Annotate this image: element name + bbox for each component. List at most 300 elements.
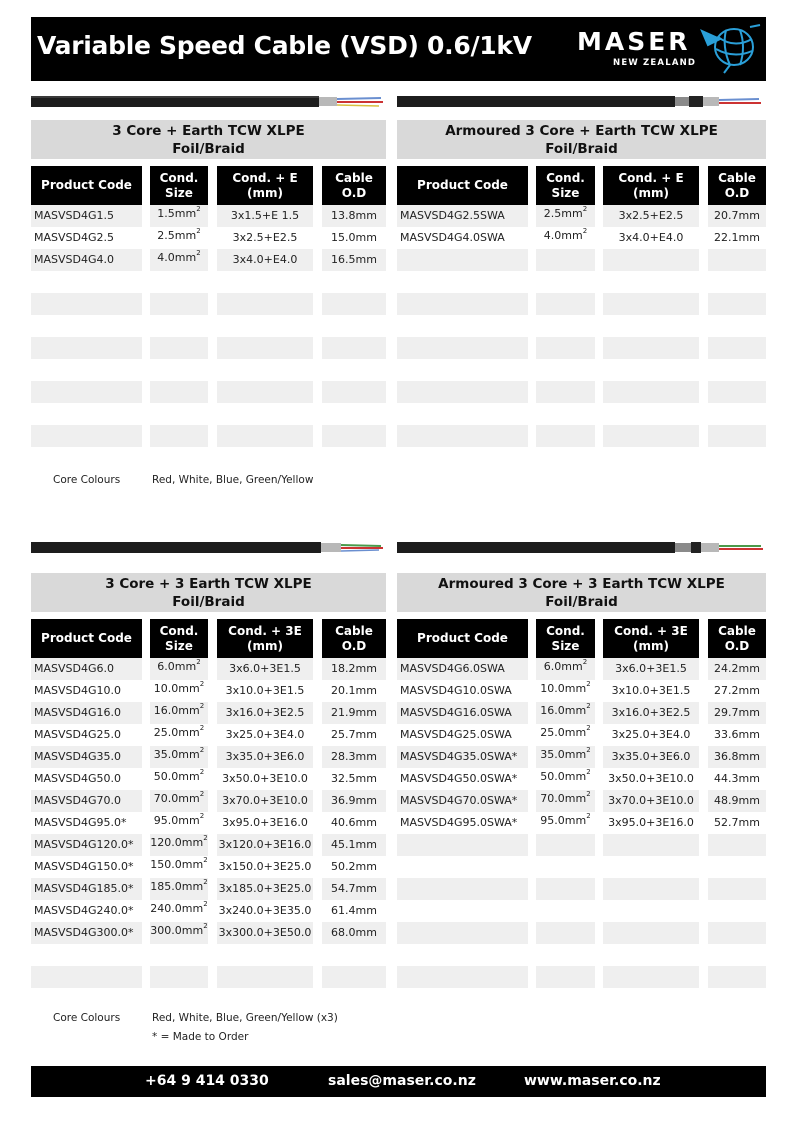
size-unit: mm	[178, 726, 200, 739]
size-unit: mm	[564, 726, 587, 739]
column-header: Cond. + 3E (mm)	[217, 619, 313, 658]
empty-table-cell	[536, 359, 595, 381]
cond-size-value: 25.0	[540, 726, 565, 739]
empty-table-cell	[217, 966, 313, 988]
table-cell	[150, 878, 208, 900]
empty-table-cell	[536, 315, 595, 337]
cond-size-value: 2.5	[543, 207, 562, 220]
table-cell: MASVSD4G1.5	[31, 205, 142, 227]
empty-table-cell	[322, 359, 386, 381]
column-header: Product Code	[397, 619, 528, 658]
table-cell: MASVSD4G16.0	[31, 702, 142, 724]
column-header: Cond. + E (mm)	[217, 166, 313, 205]
table-cell: MASVSD4G120.0*	[31, 834, 142, 856]
empty-table-cell	[536, 834, 595, 856]
empty-table-cell	[150, 293, 208, 315]
empty-table-cell	[31, 315, 142, 337]
empty-table-cell	[536, 337, 595, 359]
logo-subtext: NEW ZEALAND	[613, 58, 697, 68]
table-cell: 3x25.0+3E4.0	[225, 728, 305, 741]
table-cell: 3x6.0+3E1.5	[217, 658, 313, 680]
column-header: Product Code	[397, 166, 528, 205]
table-cell	[536, 702, 595, 724]
empty-table-cell	[322, 403, 386, 425]
core-colours-value-2: Red, White, Blue, Green/Yellow (x3)	[152, 1012, 338, 1024]
size-superscript: 2	[586, 812, 591, 820]
size-unit: mm	[564, 704, 587, 717]
section-title	[31, 573, 386, 612]
empty-table-cell	[150, 966, 208, 988]
empty-table-cell	[708, 293, 766, 315]
cond-size-value: 150.0	[150, 858, 182, 871]
section-title-line-2: Foil/Braid	[172, 141, 245, 157]
footer-phone[interactable]: +64 9 414 0330	[145, 1073, 269, 1089]
table-cell: 3x95.0+3E16.0	[222, 816, 308, 829]
section-title-line-1: 3 Core + Earth TCW XLPE	[112, 123, 305, 139]
column-header: Product Code	[31, 619, 142, 658]
size-unit: mm	[181, 924, 204, 937]
column-header: Cable O.D	[708, 166, 766, 205]
cond-size-value: 16.0	[153, 704, 179, 717]
empty-table-cell	[708, 359, 766, 381]
empty-table-cell	[397, 359, 528, 381]
table-cell: MASVSD4G300.0*	[31, 922, 142, 944]
table-cell	[150, 856, 208, 878]
table-cell: 36.8mm	[708, 746, 766, 768]
table-cell: 3x120.0+3E16.0	[217, 834, 313, 856]
empty-table-cell	[536, 966, 595, 988]
empty-table-cell	[31, 337, 142, 359]
cond-size-value: 95.0	[153, 814, 179, 827]
table-cell: 3x4.0+E4.0	[618, 231, 684, 244]
empty-table-cell	[603, 337, 699, 359]
table-cell: 3x300.0+3E50.0	[217, 922, 313, 944]
table-cell	[536, 227, 595, 249]
table-cell: 25.7mm	[331, 728, 377, 741]
size-unit: mm	[181, 836, 204, 849]
empty-table-cell	[31, 966, 142, 988]
table-cell: 3x240.0+3E35.0	[218, 904, 312, 917]
size-superscript: 2	[586, 746, 591, 754]
size-unit: mm	[178, 792, 200, 805]
table-cell: 16.5mm	[322, 249, 386, 271]
table-cell	[150, 834, 208, 856]
size-unit: mm	[181, 880, 204, 893]
empty-table-cell	[217, 944, 313, 966]
cond-size-value: 10.0	[153, 682, 179, 695]
table-cell: MASVSD4G6.0SWA	[397, 658, 528, 680]
table-cell: 18.2mm	[322, 658, 386, 680]
size-unit: mm	[564, 748, 587, 761]
section-title	[397, 120, 766, 159]
empty-table-cell	[603, 271, 699, 293]
size-superscript: 2	[199, 702, 205, 710]
empty-table-cell	[150, 315, 208, 337]
cable-image-left-2	[31, 541, 386, 555]
table-cell: 15.0mm	[331, 231, 377, 244]
empty-table-cell	[322, 381, 386, 403]
empty-table-cell	[603, 381, 699, 403]
table-cell: 20.7mm	[708, 205, 766, 227]
cable-image-right-2	[397, 541, 766, 555]
empty-table-cell	[150, 359, 208, 381]
table-cell: 3x6.0+3E1.5	[603, 658, 699, 680]
table-cell: 3x4.0+E4.0	[217, 249, 313, 271]
column-header: Cable O.D	[322, 619, 386, 658]
page-title: Variable Speed Cable (VSD) 0.6/1kV	[37, 31, 532, 60]
size-superscript: 2	[199, 724, 205, 732]
table-cell: 3x2.5+E2.5	[603, 205, 699, 227]
size-superscript: 2	[199, 746, 205, 754]
cond-size-value: 16.0	[540, 704, 565, 717]
empty-table-cell	[322, 271, 386, 293]
logo-wordmark: MASER	[577, 27, 691, 56]
empty-table-cell	[536, 381, 595, 403]
table-cell: 3x50.0+3E10.0	[222, 772, 308, 785]
size-unit: mm	[174, 229, 197, 242]
cond-size-value: 70.0	[540, 792, 565, 805]
cond-size-value: 50.0	[540, 770, 565, 783]
empty-table-cell	[603, 293, 699, 315]
size-superscript: 2	[586, 702, 591, 710]
footer-website[interactable]: www.maser.co.nz	[524, 1073, 661, 1089]
empty-table-cell	[397, 271, 528, 293]
table-cell	[150, 768, 208, 790]
empty-table-cell	[603, 315, 699, 337]
table-cell	[150, 790, 208, 812]
size-unit: mm	[174, 207, 197, 220]
empty-table-cell	[536, 425, 595, 447]
empty-table-cell	[217, 271, 313, 293]
table-cell	[536, 724, 595, 746]
empty-table-cell	[397, 834, 528, 856]
empty-table-cell	[536, 922, 595, 944]
cond-size-value: 4.0	[157, 251, 175, 264]
empty-table-cell	[31, 944, 142, 966]
cond-size-value: 95.0	[540, 814, 565, 827]
table-cell: MASVSD4G240.0*	[34, 904, 134, 917]
table-cell	[150, 205, 208, 227]
section-title-line-1: Armoured 3 Core + Earth TCW XLPE	[445, 123, 718, 139]
cond-size-value: 35.0	[540, 748, 565, 761]
table-cell: MASVSD4G50.0SWA*	[400, 772, 518, 785]
cond-size-value: 4.0	[543, 229, 562, 242]
table-cell: 3x95.0+3E16.0	[608, 816, 694, 829]
column-header: Product Code	[31, 166, 142, 205]
empty-table-cell	[708, 856, 766, 878]
table-cell: MASVSD4G70.0SWA*	[397, 790, 528, 812]
empty-table-cell	[150, 381, 208, 403]
table-cell: MASVSD4G70.0	[31, 790, 142, 812]
table-cell	[150, 658, 208, 680]
table-cell: 3x25.0+3E4.0	[611, 728, 691, 741]
empty-table-cell	[322, 337, 386, 359]
empty-table-cell	[217, 315, 313, 337]
table-cell	[536, 790, 595, 812]
empty-table-cell	[322, 944, 386, 966]
empty-table-cell	[31, 359, 142, 381]
table-cell: 44.3mm	[714, 772, 760, 785]
empty-table-cell	[708, 922, 766, 944]
size-superscript: 2	[203, 834, 208, 842]
size-unit: mm	[564, 814, 587, 827]
table-cell: 3x35.0+3E6.0	[603, 746, 699, 768]
empty-table-cell	[603, 966, 699, 988]
empty-table-cell	[708, 271, 766, 293]
table-cell: 22.1mm	[714, 231, 760, 244]
table-cell: 36.9mm	[322, 790, 386, 812]
empty-table-cell	[397, 337, 528, 359]
column-header: Cable O.D	[322, 166, 386, 205]
section-title-line-2: Foil/Braid	[545, 141, 618, 157]
empty-table-cell	[708, 966, 766, 988]
table-cell	[150, 922, 208, 944]
size-superscript: 2	[196, 658, 201, 666]
table-cell	[536, 205, 595, 227]
size-superscript: 2	[203, 878, 208, 886]
empty-table-cell	[31, 271, 142, 293]
empty-table-cell	[536, 878, 595, 900]
footer-email[interactable]: sales@maser.co.nz	[328, 1073, 476, 1089]
column-header: Cond. Size	[150, 619, 208, 658]
empty-table-cell	[708, 249, 766, 271]
table-cell	[150, 812, 208, 834]
empty-table-cell	[708, 834, 766, 856]
table-cell: 3x70.0+3E10.0	[217, 790, 313, 812]
table-cell: MASVSD4G10.0SWA	[400, 684, 512, 697]
section-title	[31, 120, 386, 159]
column-header: Cond. Size	[150, 166, 208, 205]
table-cell	[536, 746, 595, 768]
empty-table-cell	[217, 381, 313, 403]
empty-table-cell	[603, 359, 699, 381]
size-superscript: 2	[196, 205, 201, 213]
size-superscript: 2	[582, 658, 588, 666]
size-superscript: 2	[199, 790, 205, 798]
empty-table-cell	[536, 271, 595, 293]
table-cell: MASVSD4G95.0*	[34, 816, 127, 829]
empty-table-cell	[322, 966, 386, 988]
empty-table-cell	[708, 337, 766, 359]
page-header	[31, 17, 766, 81]
table-cell	[536, 658, 595, 680]
empty-table-cell	[536, 944, 595, 966]
table-cell	[150, 680, 208, 702]
cond-size-value: 2.5	[157, 229, 175, 242]
column-header: Cond. + 3E (mm)	[603, 619, 699, 658]
cond-size-value: 185.0	[150, 880, 182, 893]
table-cell: 3x10.0+3E1.5	[225, 684, 305, 697]
table-cell: 3x16.0+3E2.5	[217, 702, 313, 724]
size-superscript: 2	[586, 724, 591, 732]
table-cell: 54.7mm	[322, 878, 386, 900]
cond-size-value: 6.0	[543, 660, 562, 673]
size-superscript: 2	[582, 205, 588, 213]
empty-table-cell	[397, 293, 528, 315]
table-cell: 32.5mm	[331, 772, 377, 785]
empty-table-cell	[397, 249, 528, 271]
cond-size-value: 120.0	[150, 836, 182, 849]
cond-size-value: 10.0	[540, 682, 565, 695]
table-cell: 3x150.0+3E25.0	[218, 860, 312, 873]
empty-table-cell	[708, 315, 766, 337]
table-cell: MASVSD4G2.5	[34, 231, 114, 244]
empty-table-cell	[217, 425, 313, 447]
empty-table-cell	[217, 337, 313, 359]
table-cell: 27.2mm	[714, 684, 760, 697]
empty-table-cell	[397, 944, 528, 966]
empty-table-cell	[397, 878, 528, 900]
empty-table-cell	[397, 966, 528, 988]
table-cell: 3x185.0+3E25.0	[217, 878, 313, 900]
table-cell: MASVSD4G35.0SWA*	[397, 746, 528, 768]
table-cell: 61.4mm	[331, 904, 377, 917]
table-cell: 52.7mm	[714, 816, 760, 829]
cond-size-value: 50.0	[153, 770, 179, 783]
size-unit: mm	[564, 682, 587, 695]
empty-table-cell	[603, 856, 699, 878]
table-cell	[536, 680, 595, 702]
empty-table-cell	[397, 381, 528, 403]
table-cell	[150, 900, 208, 922]
globe-icon	[700, 23, 762, 75]
empty-table-cell	[536, 293, 595, 315]
empty-table-cell	[603, 944, 699, 966]
core-colours-value-1: Red, White, Blue, Green/Yellow	[152, 474, 314, 486]
table-cell: 3x10.0+3E1.5	[611, 684, 691, 697]
table-cell: 3x2.5+E2.5	[232, 231, 298, 244]
size-unit: mm	[178, 748, 200, 761]
size-unit: mm	[564, 770, 587, 783]
table-cell: 29.7mm	[708, 702, 766, 724]
cable-image-right-1	[397, 95, 766, 109]
empty-table-cell	[708, 403, 766, 425]
table-cell: 33.6mm	[714, 728, 760, 741]
cond-size-value: 35.0	[153, 748, 179, 761]
empty-table-cell	[397, 856, 528, 878]
empty-table-cell	[603, 878, 699, 900]
table-cell	[150, 249, 208, 271]
maser-logo	[577, 23, 762, 75]
cond-size-value: 70.0	[153, 792, 179, 805]
size-unit: mm	[561, 660, 583, 673]
cable-image-left-1	[31, 95, 386, 109]
empty-table-cell	[397, 922, 528, 944]
empty-table-cell	[536, 249, 595, 271]
table-cell: 45.1mm	[322, 834, 386, 856]
size-superscript: 2	[586, 790, 591, 798]
empty-table-cell	[322, 293, 386, 315]
empty-table-cell	[31, 293, 142, 315]
cond-size-value: 1.5	[157, 207, 175, 220]
size-unit: mm	[178, 682, 200, 695]
section-title-line-1: Armoured 3 Core + 3 Earth TCW XLPE	[438, 576, 725, 592]
table-cell: 13.8mm	[322, 205, 386, 227]
table-cell	[536, 812, 595, 834]
table-cell: 3x16.0+3E2.5	[603, 702, 699, 724]
empty-table-cell	[603, 403, 699, 425]
empty-table-cell	[536, 403, 595, 425]
size-unit: mm	[178, 704, 200, 717]
table-cell: MASVSD4G25.0	[34, 728, 121, 741]
table-cell: 3x1.5+E 1.5	[217, 205, 313, 227]
size-unit: mm	[564, 792, 587, 805]
size-superscript: 2	[199, 812, 205, 820]
empty-table-cell	[603, 900, 699, 922]
column-header: Cable O.D	[708, 619, 766, 658]
empty-table-cell	[708, 900, 766, 922]
size-superscript: 2	[196, 249, 201, 257]
table-cell: MASVSD4G4.0	[31, 249, 142, 271]
section-title-line-2: Foil/Braid	[545, 594, 618, 610]
table-cell: 3x70.0+3E10.0	[603, 790, 699, 812]
size-unit: mm	[561, 207, 583, 220]
empty-table-cell	[150, 425, 208, 447]
empty-table-cell	[603, 922, 699, 944]
empty-table-cell	[31, 403, 142, 425]
empty-table-cell	[603, 834, 699, 856]
empty-table-cell	[397, 315, 528, 337]
size-superscript: 2	[203, 922, 208, 930]
cond-size-value: 240.0	[150, 902, 182, 915]
table-cell: MASVSD4G16.0SWA	[397, 702, 528, 724]
empty-table-cell	[322, 315, 386, 337]
empty-table-cell	[150, 271, 208, 293]
empty-table-cell	[397, 403, 528, 425]
empty-table-cell	[322, 425, 386, 447]
size-unit: mm	[178, 814, 200, 827]
empty-table-cell	[217, 403, 313, 425]
size-superscript: 2	[203, 900, 208, 908]
empty-table-cell	[217, 293, 313, 315]
table-cell: MASVSD4G2.5SWA	[397, 205, 528, 227]
size-superscript: 2	[586, 680, 591, 688]
column-header: Cond. Size	[536, 166, 595, 205]
empty-table-cell	[536, 900, 595, 922]
table-cell: 24.2mm	[708, 658, 766, 680]
empty-table-cell	[150, 944, 208, 966]
core-colours-label-2: Core Colours	[53, 1012, 121, 1024]
empty-table-cell	[708, 425, 766, 447]
size-superscript: 2	[582, 227, 588, 235]
cond-size-value: 6.0	[157, 660, 175, 673]
table-cell	[150, 746, 208, 768]
size-unit: mm	[181, 858, 204, 871]
table-cell: 40.6mm	[331, 816, 377, 829]
table-cell	[536, 768, 595, 790]
empty-table-cell	[397, 900, 528, 922]
core-colours-label-1: Core Colours	[53, 474, 121, 486]
table-cell: MASVSD4G150.0*	[34, 860, 134, 873]
table-cell: 3x50.0+3E10.0	[608, 772, 694, 785]
table-cell: 21.9mm	[322, 702, 386, 724]
empty-table-cell	[603, 249, 699, 271]
column-header: Cond. + E (mm)	[603, 166, 699, 205]
size-superscript: 2	[203, 856, 208, 864]
empty-table-cell	[536, 856, 595, 878]
table-cell: 68.0mm	[322, 922, 386, 944]
page-footer	[31, 1066, 766, 1097]
section-title	[397, 573, 766, 612]
size-superscript: 2	[586, 768, 591, 776]
size-unit: mm	[181, 902, 204, 915]
size-unit: mm	[174, 660, 197, 673]
empty-table-cell	[150, 403, 208, 425]
table-cell: MASVSD4G25.0SWA	[400, 728, 512, 741]
table-cell	[150, 227, 208, 249]
size-unit: mm	[561, 229, 583, 242]
table-cell: MASVSD4G35.0	[31, 746, 142, 768]
